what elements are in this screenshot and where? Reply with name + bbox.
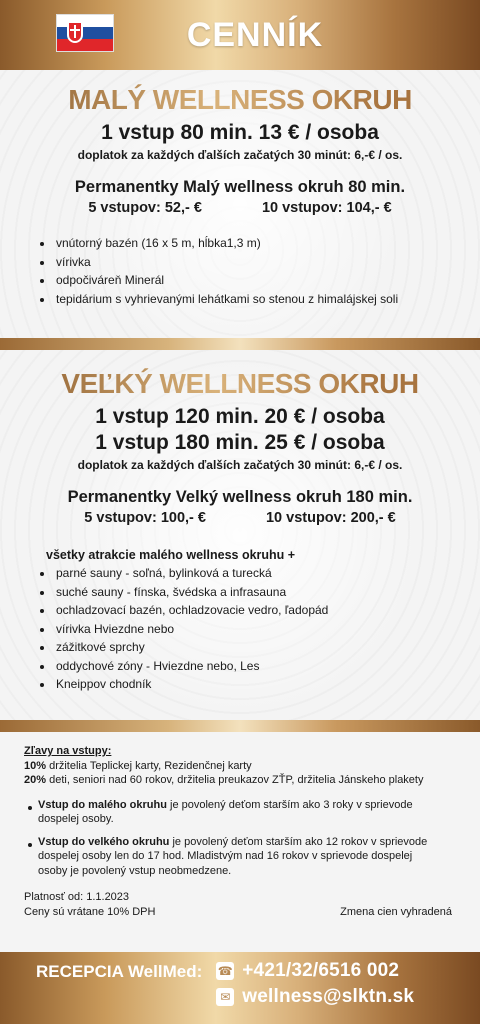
list-item: vírivka: [36, 253, 480, 272]
discount-pct: 10%: [24, 759, 47, 772]
phone-link[interactable]: +421/32/6516 002: [242, 960, 400, 981]
note-bold: Vstup do malého okruhu: [38, 798, 167, 811]
small-pass-5: 5 vstupov: 52,- €: [88, 200, 202, 216]
large-circuit-price-180: 1 vstup 180 min. 25 € / osoba: [95, 431, 385, 454]
large-circuit-surcharge: doplatok za každých ďalších začatých 30 minút: 6,-€ / os.: [77, 458, 403, 472]
list-item: suché sauny - fínska, švédska a infrasauna: [36, 583, 480, 602]
list-item: Kneippov chodník: [36, 675, 480, 694]
large-circuit-section: [0, 350, 480, 720]
discounts-section: [0, 732, 480, 952]
large-pass-5: 5 vstupov: 100,- €: [84, 510, 206, 526]
list-item: ochladzovací bazén, ochladzovacie vedro, ľadopád: [36, 601, 480, 620]
envelope-icon: ✉: [216, 988, 234, 1006]
price-change-note: Zmena cien vyhradená: [340, 905, 452, 918]
large-circuit-intro: všetky atrakcie malého wellness okruhu +: [46, 548, 296, 562]
list-item: parné sauny - soľná, bylinková a turecká: [36, 564, 480, 583]
phone-icon: ☎: [217, 964, 233, 978]
small-circuit-title: MALÝ WELLNESS OKRUH: [0, 84, 480, 116]
small-circuit-pass-title: Permanentky Malý wellness okruh 80 min.: [74, 178, 406, 196]
discounts-title: Zľavy na vstupy:: [24, 745, 112, 757]
list-item: tepidárium s vyhrievanými lehátkami so stenou z himalájskej soli: [36, 290, 480, 309]
large-circuit-features: [36, 564, 480, 694]
note-bold: Vstup do velkého okruhu: [38, 835, 170, 848]
note-large-circuit: [24, 835, 456, 879]
large-circuit-price-120: 1 vstup 120 min. 20 € / osoba: [95, 405, 385, 428]
entry-notes: [24, 798, 456, 879]
slovak-flag-icon: [56, 14, 114, 52]
section-divider: [0, 720, 480, 732]
reception-label: RECEPCIA WellMed:: [36, 962, 203, 981]
note-text: je povolený deťom starším ako 3 roky v sprievode dospelej osoby.: [38, 798, 413, 825]
list-item: vnútorný bazén (16 x 5 m, hĺbka1,3 m): [36, 234, 480, 253]
large-circuit-title: VEĽKÝ WELLNESS OKRUH: [0, 368, 480, 400]
discount-text: deti, seniori nad 60 rokov, držitelia preukazov ZŤP, držitelia Jánskeho plakety: [46, 774, 424, 786]
small-circuit-section: [0, 70, 480, 338]
list-item: zážitkové sprchy: [36, 638, 480, 657]
list-item: odpočiváreň Minerál: [36, 271, 480, 290]
section-divider: [0, 338, 480, 350]
list-item: vírivka Hviezdne nebo: [36, 620, 480, 639]
discount-text: držitelia Teplickej karty, Rezidenčnej karty: [46, 759, 252, 772]
discount-pct: 20%: [24, 774, 47, 786]
large-pass-10: 10 vstupov: 200,- €: [265, 510, 396, 526]
footer-banner: [0, 952, 480, 1024]
header-banner: [0, 0, 480, 70]
small-circuit-price: 1 vstup 80 min. 13 € / osoba: [101, 121, 379, 144]
email-link[interactable]: wellness@slktn.sk: [242, 986, 415, 1007]
small-circuit-surcharge: doplatok za každých ďalších začatých 30 minút: 6,-€ / os.: [77, 148, 403, 162]
note-text: je povolený deťom starším ako 12 rokov v sprievode dospelej osoby len do 17 hod. Mladistvým nad 16 rokov v sprievode dospelej osoby je povolený vstup neobmedzene.: [38, 835, 428, 877]
discount-line-20: [24, 773, 456, 788]
discount-line-10: [24, 759, 456, 774]
small-circuit-features: [36, 234, 480, 308]
small-pass-10: 10 vstupov: 104,- €: [261, 200, 392, 216]
page-title: CENNÍK: [186, 15, 324, 54]
valid-from: Platnosť od: 1.1.2023: [24, 891, 130, 903]
note-small-circuit: [24, 798, 456, 827]
vat-note: Ceny sú vrátane 10% DPH: [24, 905, 156, 918]
large-circuit-pass-title: Permanentky Velký wellness okruh 180 min.: [67, 488, 413, 506]
list-item: oddychové zóny - Hviezdne nebo, Les: [36, 657, 480, 676]
